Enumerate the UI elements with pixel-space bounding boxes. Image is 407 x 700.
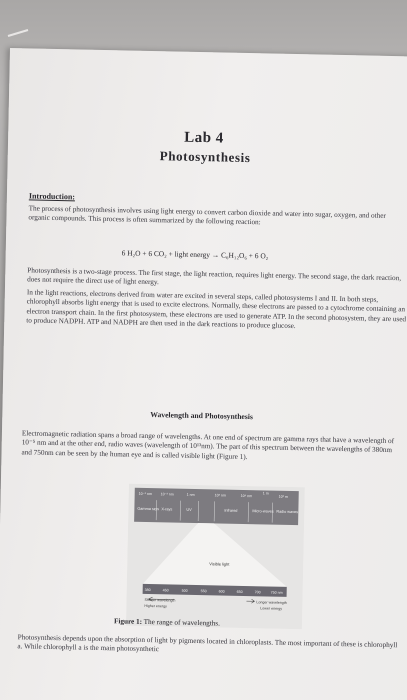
bottom-tick: 450 <box>162 588 169 593</box>
bottom-tick: 750 nm <box>270 590 283 595</box>
section-heading: Wavelength and Photosynthesis <box>150 410 253 422</box>
longer-wavelength-label: Longer wavelength <box>256 600 287 605</box>
reaction-equation: 6 H₂O + 6 CO₂ + light energy → C₆H₁₂O₆ + 6 O₂ <box>121 248 269 261</box>
lab-title: Lab 4 <box>183 129 224 147</box>
higher-energy-label: Higher energy <box>144 603 167 609</box>
light-reaction-paragraph: In the light reactions, electrons derived from water are excited in several steps, called photosystems I and II. In both steps, chlorophyll absorbs light energy that is used to excite electrons. Normally, these electrons are passed to a cytochrome containing an electron transport chain. In the first photosystem, these electrons are used to generate ATP. In the second photosystem, they are used to produce NADPH. ATP and NADPH are then used in the dark reactions to produce glucose. <box>26 288 407 331</box>
bottom-tick: 700 <box>254 590 261 595</box>
intro-paragraph: The process of photosynthesis involves using light energy to convert carbon dioxide and water into sugar, oxygen, and other organic compounds. This process is often summarized by the following reaction: <box>28 204 386 227</box>
lower-energy-label: Lower energy <box>260 606 283 611</box>
band-label: X-rays <box>161 507 173 512</box>
caption-label: Figure 1: <box>113 617 143 626</box>
spectrum-figure <box>126 484 305 630</box>
document-page <box>0 48 407 700</box>
bottom-tick: 550 <box>200 589 207 594</box>
top-tick: 10⁻⁵ nm <box>138 491 153 497</box>
caption-text: The range of wavelengths. <box>141 617 220 628</box>
band-label: Gamma rays <box>137 506 160 512</box>
band-label: Micro-waves <box>252 509 274 514</box>
top-tick: 10⁻³ nm <box>160 492 174 497</box>
band-label: UV <box>186 507 192 512</box>
band-label: Radio waves <box>276 509 299 515</box>
top-tick: 10⁶ nm <box>240 493 253 499</box>
bottom-tick: 650 <box>236 589 243 594</box>
top-tick: 1 nm <box>186 492 195 497</box>
shorter-wavelength-label: Shorter wavelength <box>144 597 176 603</box>
two-stage-paragraph: Photosynthesis is a two-stage process. The first stage, the light reaction, requires light energy. The second stage, the dark reaction, does not require the direct use of light energy. <box>27 266 402 287</box>
pencil-mark-icon <box>6 26 32 40</box>
page-subtitle: Photosynthesis <box>159 148 251 166</box>
chlorophyll-paragraph: Photosynthesis depends upon the absorption of light by pigments located in chloroplasts. The most important of these is chlorophyll a. While chlorophyll a is the main photosynthetic <box>17 633 398 654</box>
bottom-tick: 380 <box>144 587 151 593</box>
intro-heading: Introduction: <box>28 191 76 202</box>
wavelength-paragraph: Electromagnetic radiation spans a broad range of wavelengths. At one end of spectrum are gamma rays that have a wavelength of 10⁻⁵ nm and at the other end, radio waves (wavelength of 10¹³nm). The part of this spectrum between the wavelengths of 380nm and 750nm can be seen by the human eye and is called visible light (Figure 1). <box>21 429 395 461</box>
figure-caption <box>114 617 220 627</box>
top-tick: 10³ m <box>278 494 288 499</box>
bottom-tick: 500 <box>181 588 188 593</box>
bottom-tick: 600 <box>218 589 225 594</box>
band-label: Infrared <box>224 508 238 513</box>
top-tick: 10³ nm <box>214 493 226 498</box>
top-tick: 1 m <box>262 491 269 496</box>
visible-label: Visible light <box>209 561 230 567</box>
